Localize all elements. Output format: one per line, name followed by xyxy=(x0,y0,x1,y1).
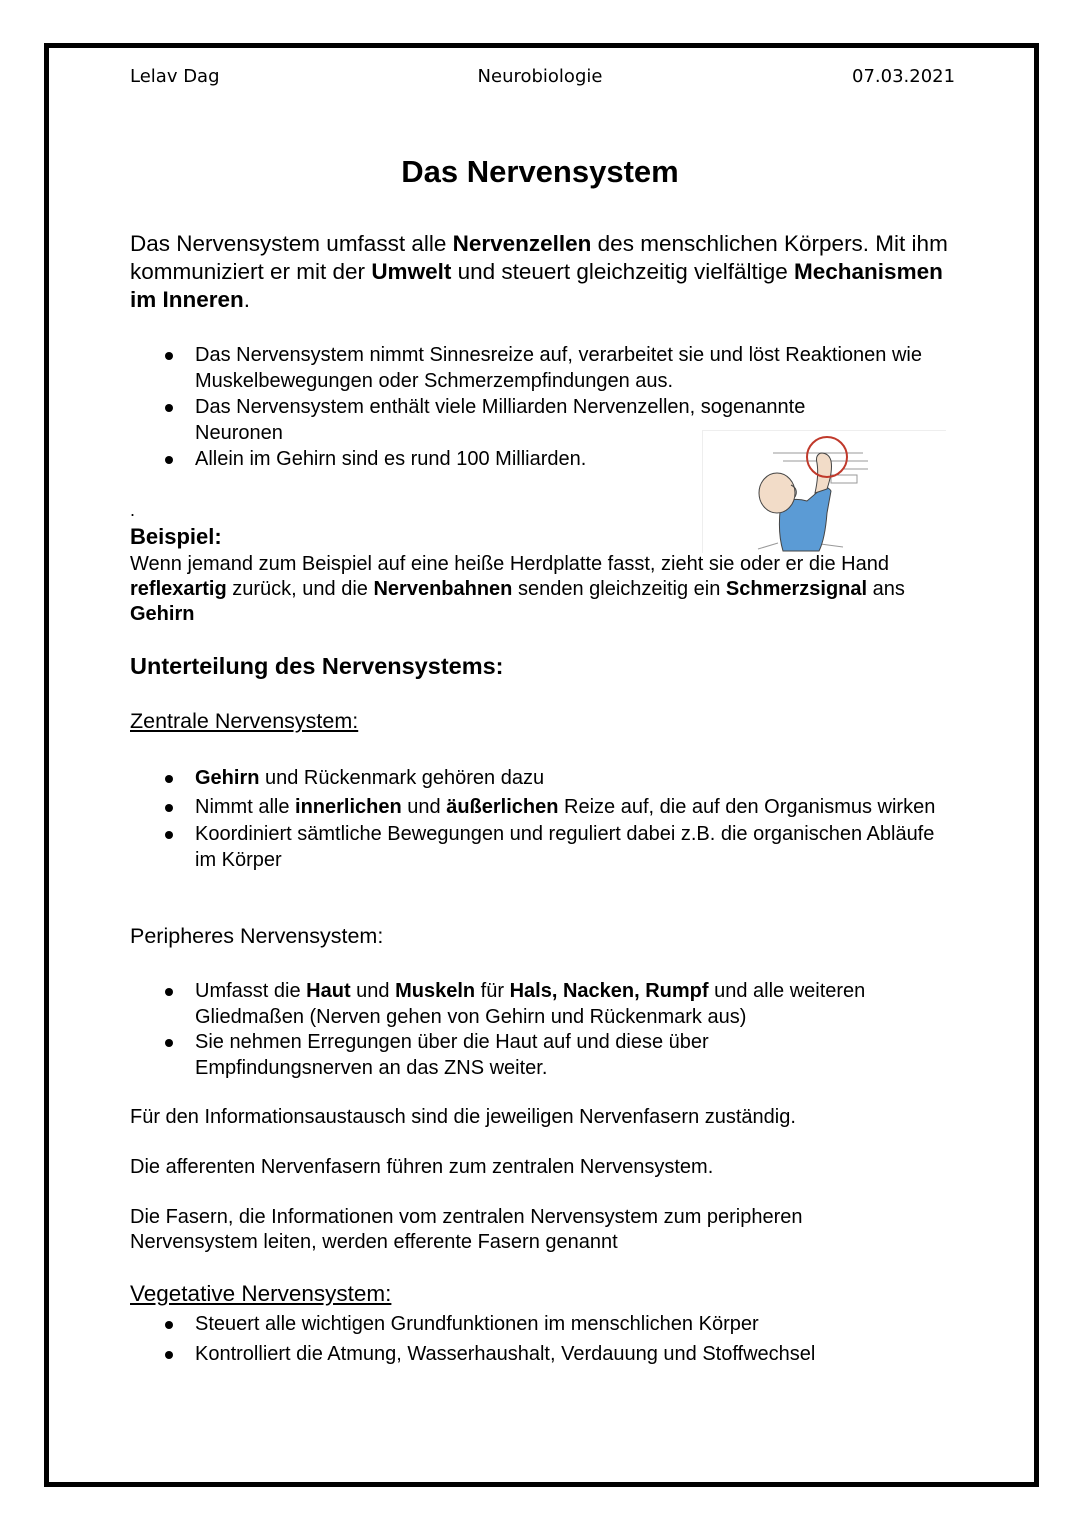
list-item: Nimmt alle innerlichen und äußerlichen Reize auf, die auf den Organismus wirken xyxy=(130,795,960,821)
example-label: Beispiel: xyxy=(130,524,222,549)
vns-list xyxy=(130,1312,960,1367)
list-item: Kontrolliert die Atmung, Wasserhaushalt, Verdauung und Stoffwechsel xyxy=(130,1342,960,1368)
stray-dot: . xyxy=(130,500,136,520)
afferent-paragraph: Die afferenten Nervenfasern führen zum zentralen Nervensystem. xyxy=(130,1156,714,1178)
list-item: Koordiniert sämtliche Bewegungen und reguliert dabei z.B. die organischen Abläufe im Körper xyxy=(130,822,960,873)
example-paragraph: Wenn jemand zum Beispiel auf eine heiße Herdplatte fasst, zieht sie oder er die Hand reflexartig zurück, und die Nervenbahnen senden gleichzeitig ein Schmerzsignal ans Gehirn xyxy=(130,553,905,625)
pns-list xyxy=(130,979,960,1081)
vns-heading: Vegetative Nervensystem: xyxy=(130,1281,392,1306)
intro-paragraph: Das Nervensystem umfasst alle Nervenzellen des menschlichen Körpers. Mit ihm kommuniziert er mit der Umwelt und steuert gleichzeitig vielfältige Mechanismen im Inneren. xyxy=(130,231,948,312)
list-item: Sie nehmen Erregungen über die Haut auf und diese über Empfindungsnerven an das ZNS weiter. xyxy=(130,1030,855,1081)
reflex-illustration xyxy=(702,430,946,553)
list-item: Das Nervensystem enthält viele Milliarden Nervenzellen, sogenannte Neuronen xyxy=(130,395,875,446)
list-item: Das Nervensystem nimmt Sinnesreize auf, verarbeitet sie und löst Reaktionen wie Muskelbewegungen oder Schmerzempfindungen aus. xyxy=(130,343,960,394)
zns-heading: Zentrale Nervensystem: xyxy=(130,709,359,733)
header-subject: Neurobiologie xyxy=(477,66,603,87)
document-title: Das Nervensystem xyxy=(401,154,679,189)
list-item: Steuert alle wichtigen Grundfunktionen im menschlichen Körper xyxy=(130,1312,960,1338)
pns-heading: Peripheres Nervensystem: xyxy=(130,924,384,948)
info-paragraph: Für den Informationsaustausch sind die jeweiligen Nervenfasern zuständig. xyxy=(130,1106,796,1128)
list-item: Allein im Gehirn sind es rund 100 Milliarden. xyxy=(130,447,960,473)
header-author: Lelav Dag xyxy=(130,66,220,87)
division-heading: Unterteilung des Nervensystems: xyxy=(130,653,504,679)
efferent-paragraph: Die Fasern, die Informationen vom zentralen Nervensystem zum peripheren Nervensystem leiten, werden efferente Fasern genannt xyxy=(130,1206,803,1253)
list-item: Umfasst die Haut und Muskeln für Hals, Nacken, Rumpf und alle weiteren Gliedmaßen (Nerven gehen von Gehirn und Rückenmark aus) xyxy=(130,979,960,1030)
zns-list xyxy=(130,766,960,873)
header-date: 07.03.2021 xyxy=(852,66,956,87)
list-item: Gehirn und Rückenmark gehören dazu xyxy=(130,766,960,792)
